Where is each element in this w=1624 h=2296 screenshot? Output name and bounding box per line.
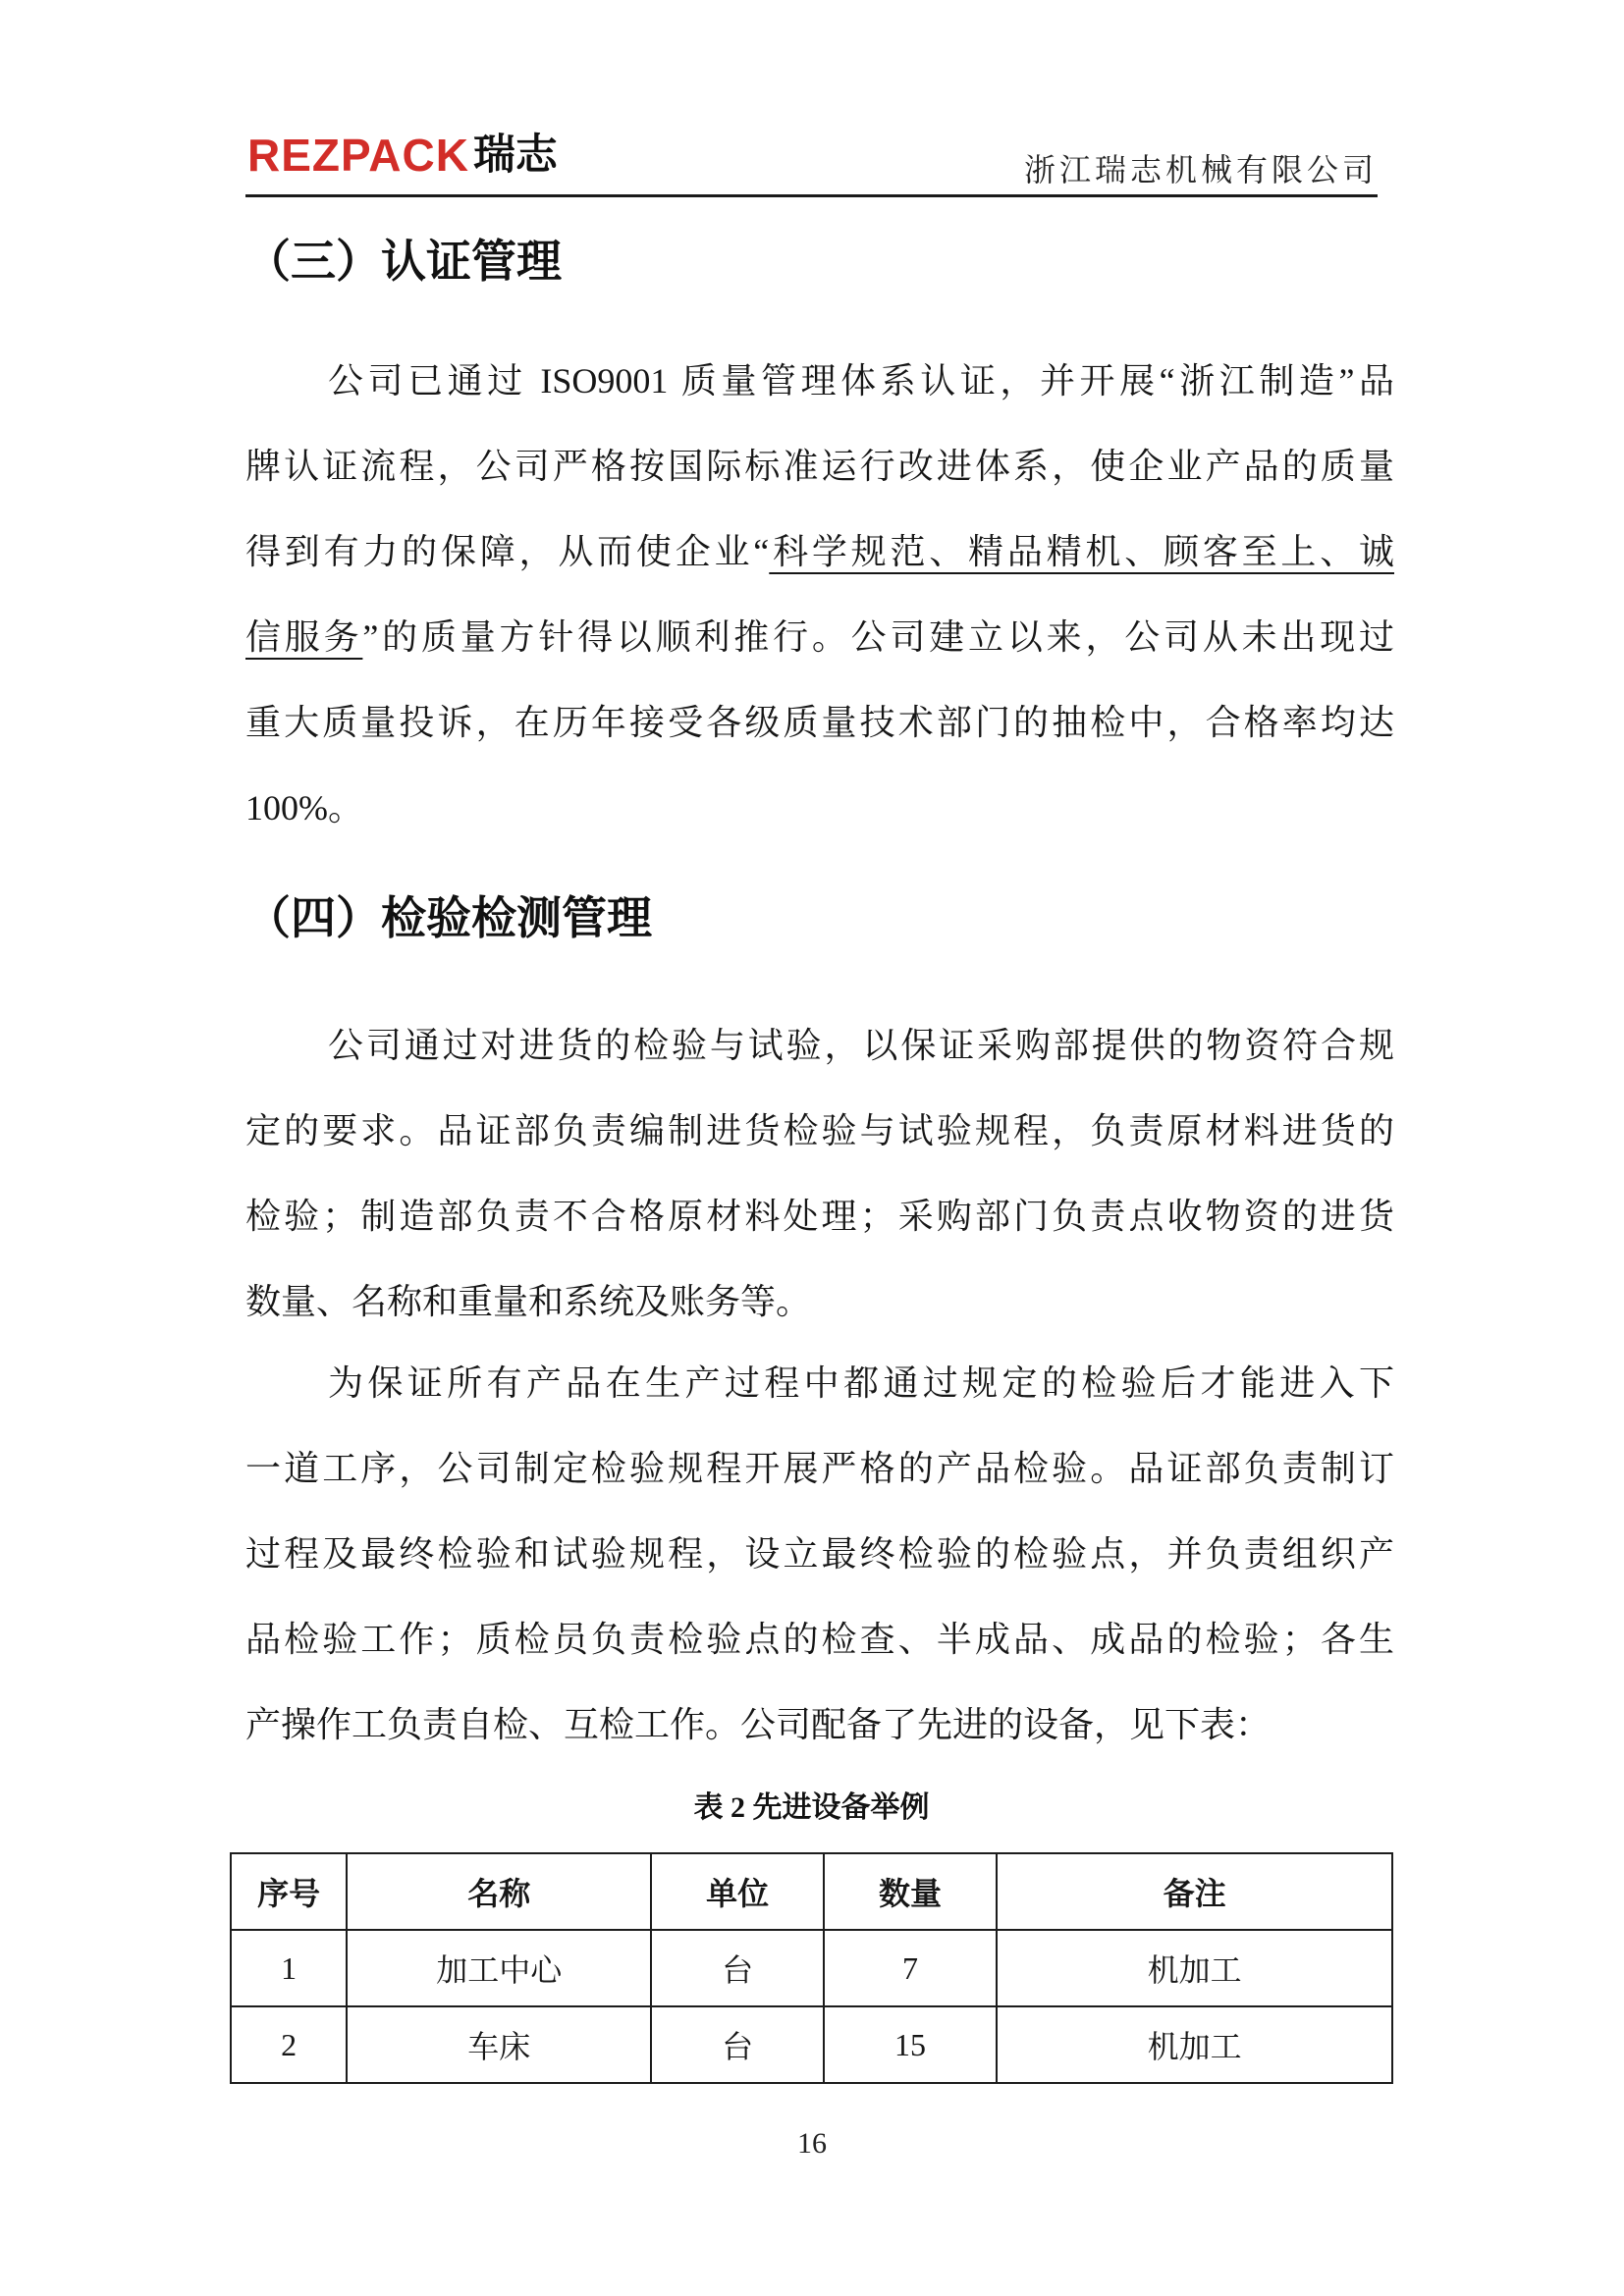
company-logo bbox=[247, 130, 558, 181]
header-divider bbox=[245, 194, 1378, 197]
logo-rezpack-text: REZPACK bbox=[247, 130, 469, 181]
paragraph-incoming-inspection bbox=[245, 1003, 1394, 1345]
table-cell: 车床 bbox=[347, 2006, 651, 2083]
table-cell: 7 bbox=[824, 1930, 997, 2006]
paragraph-line: 过程及最终检验和试验规程，设立最终检验的检验点，并负责组织产 bbox=[245, 1534, 1394, 1574]
paragraph-line: 公司已通过 ISO9001 质量管理体系认证，并开展“浙江制造”品 bbox=[328, 361, 1394, 400]
table-header-row bbox=[231, 1853, 1392, 1930]
table-cell: 机加工 bbox=[997, 2006, 1392, 2083]
underlined-text: 科学规范、精品精机、顾客至上、诚 bbox=[769, 532, 1394, 571]
paragraph-line: 数量、名称和重量和系统及账务等。 bbox=[245, 1282, 812, 1321]
paragraph-certification bbox=[245, 339, 1394, 851]
paragraph-line: 产操作工负责自检、互检工作。公司配备了先进的设备，见下表： bbox=[245, 1705, 1272, 1744]
section-heading-inspection: （四）检验检测管理 bbox=[245, 893, 652, 943]
table-cell: 1 bbox=[231, 1930, 347, 2006]
paragraph-line: 一道工序，公司制定检验规程开展严格的产品检验。品证部负责制订 bbox=[245, 1449, 1394, 1488]
paragraph-line: 重大质量投诉，在历年接受各级质量技术部门的抽检中，合格率均达 bbox=[245, 703, 1394, 742]
table-header-cell: 数量 bbox=[824, 1853, 997, 1930]
table-header-cell: 名称 bbox=[347, 1853, 651, 1930]
equipment-table bbox=[230, 1852, 1393, 2084]
table-cell: 2 bbox=[231, 2006, 347, 2083]
paragraph-line bbox=[245, 595, 1394, 680]
table-header-cell: 序号 bbox=[231, 1853, 347, 1930]
company-name: 浙江瑞志机械有限公司 bbox=[1023, 152, 1378, 187]
table-row bbox=[231, 1930, 1392, 2006]
page-number: 16 bbox=[797, 2127, 827, 2160]
table-cell: 台 bbox=[651, 2006, 824, 2083]
paragraph-line bbox=[245, 509, 1394, 595]
table-header-cell: 备注 bbox=[997, 1853, 1392, 1930]
text-segment: ”的质量方针得以顺利推行。公司建立以来，公司从未出现过 bbox=[362, 617, 1394, 657]
paragraph-line: 100%。 bbox=[245, 788, 363, 828]
paragraph-line: 定的要求。品证部负责编制进货检验与试验规程，负责原材料进货的 bbox=[245, 1111, 1394, 1150]
table-cell: 台 bbox=[651, 1930, 824, 2006]
table-cell: 15 bbox=[824, 2006, 997, 2083]
table-cell: 加工中心 bbox=[347, 1930, 651, 2006]
table-caption: 表 2 先进设备举例 bbox=[693, 1791, 930, 1824]
table-header-cell: 单位 bbox=[651, 1853, 824, 1930]
paragraph-line: 检验；制造部负责不合格原材料处理；采购部门负责点收物资的进货 bbox=[245, 1197, 1394, 1236]
table-cell: 机加工 bbox=[997, 1930, 1392, 2006]
underlined-text: 信服务 bbox=[245, 617, 363, 657]
paragraph-line: 品检验工作；质检员负责检验点的检查、半成品、成品的检验；各生 bbox=[245, 1620, 1394, 1659]
paragraph-line: 公司通过对进货的检验与试验，以保证采购部提供的物资符合规 bbox=[328, 1026, 1394, 1065]
logo-cjk-text: 瑞志 bbox=[472, 132, 558, 179]
paragraph-line: 为保证所有产品在生产过程中都通过规定的检验后才能进入下 bbox=[328, 1363, 1394, 1403]
paragraph-process-inspection bbox=[245, 1341, 1394, 1768]
table-row bbox=[231, 2006, 1392, 2083]
text-segment: 得到有力的保障，从而使企业“ bbox=[245, 532, 770, 571]
paragraph-line: 牌认证流程，公司严格按国际标准运行改进体系，使企业产品的质量 bbox=[245, 447, 1394, 486]
section-heading-certification: （三）认证管理 bbox=[245, 237, 562, 287]
